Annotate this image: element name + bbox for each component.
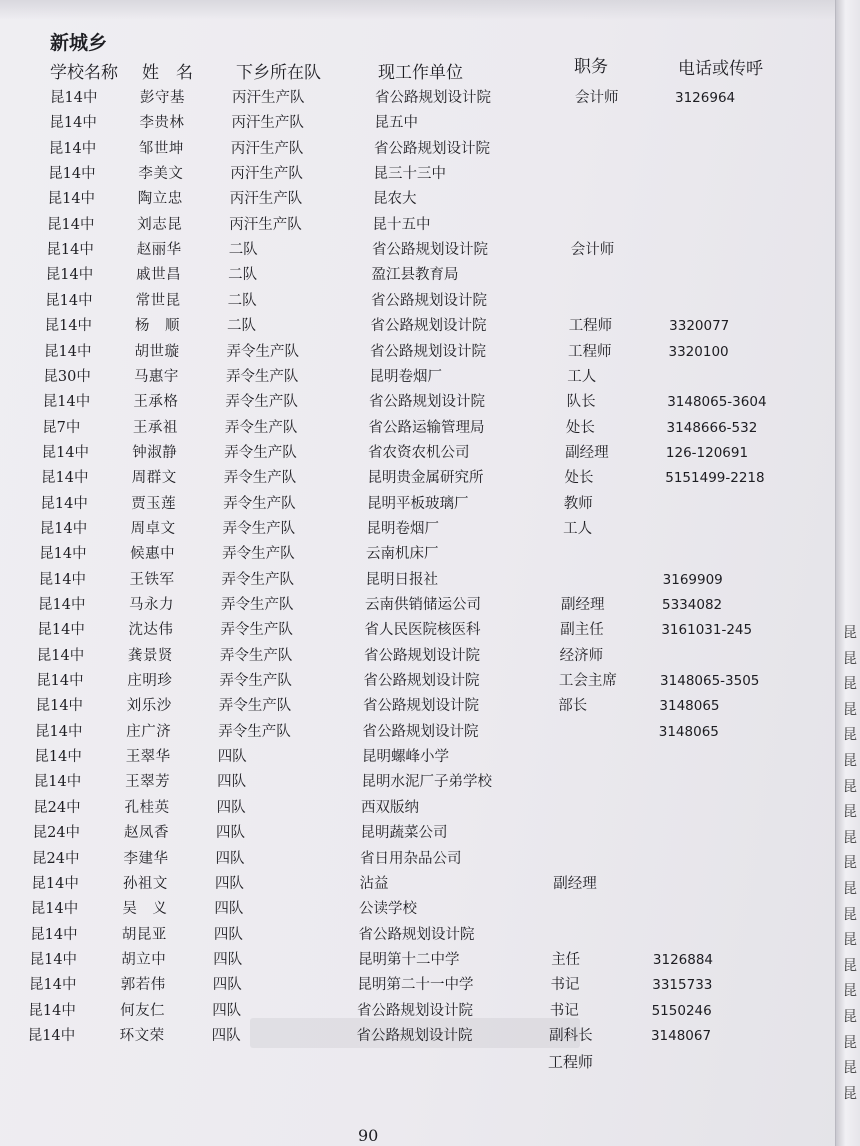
table-row (0, 618, 836, 642)
table-row (0, 770, 836, 794)
team-cell: 四队 (215, 850, 245, 867)
school-cell: 昆14中 (29, 977, 77, 994)
team-cell: 丙汗生产队 (230, 140, 304, 157)
name-cell: 沈达伟 (128, 622, 174, 639)
phone-cell: 3315733 (652, 977, 713, 994)
table-row (0, 973, 836, 997)
unit-cell: 昆明蔬菜公司 (360, 825, 448, 842)
table-row (0, 1024, 836, 1048)
school-cell: 昆24中 (32, 825, 81, 842)
school-cell: 昆14中 (35, 723, 83, 740)
name-cell: 庄明珍 (127, 673, 173, 690)
team-cell: 弄令生产队 (218, 698, 292, 715)
table-row (0, 213, 836, 237)
school-cell: 昆14中 (36, 673, 84, 690)
unit-cell: 省人民医院核医科 (364, 622, 481, 639)
unit-cell: 云南机床厂 (366, 546, 439, 563)
unit-cell: 省公路规划设计院 (370, 343, 486, 360)
unit-cell: 省公路规划设计院 (371, 292, 487, 309)
title-cell: 工会主席 (558, 673, 617, 690)
school-cell: 昆14中 (28, 1002, 76, 1019)
school-cell: 昆14中 (44, 343, 92, 360)
unit-cell: 省农资农机公司 (368, 444, 470, 461)
school-cell: 昆14中 (36, 647, 85, 664)
team-cell: 二队 (228, 242, 258, 259)
team-cell: 四队 (216, 825, 246, 842)
unit-cell: 省公路规划设计院 (363, 673, 480, 690)
edge-glyph: 昆 (843, 855, 857, 872)
team-cell: 丙汗生产队 (229, 191, 303, 208)
team-cell: 四队 (217, 774, 247, 791)
title-cell: 主任 (551, 951, 581, 968)
edge-glyph: 昆 (843, 932, 857, 949)
name-cell: 马惠宇 (133, 368, 179, 385)
school-cell: 昆14中 (45, 267, 94, 284)
table-row (0, 340, 836, 364)
unit-cell: 昆五中 (374, 115, 418, 132)
school-cell: 昆30中 (43, 368, 91, 385)
unit-cell: 省公路运输管理局 (368, 419, 485, 436)
name-cell: 彭守基 (140, 90, 185, 106)
name-cell: 吴 义 (122, 901, 168, 918)
section-title: 新城乡 (50, 32, 108, 54)
title-cell: 副经理 (561, 597, 605, 613)
school-cell: 昆14中 (34, 749, 82, 766)
team-cell: 四队 (214, 875, 244, 892)
school-cell: 昆14中 (29, 951, 78, 968)
team-cell: 弄令生产队 (225, 368, 299, 385)
table-row (0, 86, 836, 110)
team-cell: 丙汗生产队 (231, 115, 304, 132)
unit-cell: 省公路规划设计院 (374, 140, 490, 157)
name-cell: 孙祖文 (122, 875, 168, 892)
header-school: 学校名称 (50, 63, 118, 83)
table-row (0, 390, 836, 414)
table-row (0, 872, 836, 896)
name-cell: 李建华 (123, 850, 169, 867)
unit-cell: 西双版纳 (361, 799, 419, 816)
school-cell: 昆14中 (41, 470, 89, 487)
unit-cell: 云南供销储运公司 (365, 597, 481, 613)
table-row (0, 694, 836, 718)
name-cell: 候惠中 (130, 546, 176, 563)
team-cell: 弄令生产队 (223, 495, 296, 512)
name-cell: 郭若伟 (120, 977, 166, 994)
phone-cell: 3320077 (669, 318, 730, 335)
school-cell: 昆14中 (33, 774, 82, 791)
edge-glyph: 昆 (843, 983, 857, 1000)
phone-cell: 3320100 (668, 343, 729, 360)
name-cell: 邹世坤 (138, 140, 184, 157)
table-row (0, 821, 836, 845)
edge-glyph: 昆 (843, 957, 857, 974)
title-cell: 书记 (549, 1002, 579, 1019)
team-cell: 四队 (213, 926, 243, 943)
header-phone: 电话或传呼 (678, 59, 763, 79)
school-cell: 昆14中 (39, 546, 87, 563)
name-cell: 胡立中 (121, 951, 167, 968)
phone-cell: 3148666-532 (666, 419, 758, 436)
table-row (0, 466, 836, 490)
header-title: 职务 (574, 57, 608, 77)
team-cell: 弄令生产队 (220, 622, 293, 639)
phone-cell: 3148065-3604 (667, 394, 767, 411)
unit-cell: 昆明卷烟厂 (369, 368, 442, 385)
team-cell: 四队 (212, 1002, 242, 1019)
team-cell: 弄令生产队 (222, 520, 296, 537)
school-cell: 昆14中 (50, 90, 98, 106)
team-cell: 四队 (211, 1027, 241, 1044)
table-row (0, 948, 836, 972)
table-row (0, 593, 836, 617)
unit-cell: 省公路规划设计院 (362, 723, 479, 740)
school-cell: 昆14中 (40, 495, 88, 512)
team-cell: 丙汗生产队 (232, 90, 305, 106)
unit-cell: 昆明平板玻璃厂 (367, 495, 469, 512)
header-unit: 现工作单位 (378, 63, 463, 83)
name-cell: 李美文 (138, 166, 184, 183)
title-cell: 书记 (550, 977, 580, 994)
unit-cell: 昆三十三中 (373, 166, 446, 183)
unit-cell: 昆明螺峰小学 (362, 749, 449, 766)
phone-cell: 5150246 (651, 1002, 712, 1019)
name-cell: 陶立忠 (137, 191, 183, 208)
table-row (0, 492, 836, 516)
name-cell: 何友仁 (120, 1002, 166, 1019)
unit-cell: 公读学校 (359, 901, 417, 918)
table-row (0, 897, 836, 921)
unit-cell: 省公路规划设计院 (363, 698, 479, 715)
unit-cell: 昆明贵金属研究所 (367, 470, 484, 487)
school-cell: 昆14中 (39, 520, 88, 537)
unit-cell: 昆十五中 (372, 216, 431, 233)
table-row (0, 999, 836, 1023)
table-row (0, 847, 836, 871)
team-cell: 弄令生产队 (224, 444, 297, 461)
name-cell: 赵凤香 (124, 825, 170, 842)
edge-glyph: 昆 (843, 1085, 857, 1102)
name-cell: 环文荣 (119, 1027, 165, 1044)
name-cell: 戚世昌 (136, 267, 182, 284)
table-row (0, 542, 836, 566)
unit-cell: 省公路规划设计院 (372, 242, 488, 259)
table-row (0, 441, 836, 465)
table-row (0, 365, 836, 389)
school-cell: 昆14中 (35, 698, 84, 715)
name-cell: 王承祖 (132, 419, 178, 436)
table-row (0, 187, 836, 211)
unit-cell: 省公路规划设计院 (356, 1027, 473, 1044)
school-cell: 昆14中 (27, 1027, 76, 1044)
team-cell: 二队 (227, 318, 257, 335)
school-cell: 昆24中 (33, 799, 81, 816)
team-cell: 弄令生产队 (226, 343, 299, 360)
school-cell: 昆14中 (31, 875, 79, 892)
school-cell: 昆14中 (38, 571, 87, 588)
name-cell: 王承格 (133, 394, 179, 411)
name-cell: 赵丽华 (136, 242, 182, 259)
table-row (0, 796, 836, 820)
edge-glyph: 昆 (843, 804, 857, 821)
school-cell: 昆14中 (48, 140, 97, 157)
name-cell: 庄广济 (126, 723, 172, 740)
unit-cell: 昆明第十二中学 (358, 951, 460, 968)
phone-cell: 3126964 (675, 90, 736, 106)
phone-cell: 3148067 (650, 1027, 712, 1044)
phone-cell: 3148065 (659, 698, 720, 715)
unit-cell: 省公路规划设计院 (358, 926, 475, 943)
title-cell: 队长 (566, 394, 596, 411)
team-cell: 弄令生产队 (218, 723, 291, 740)
unit-cell: 省日用杂品公司 (360, 850, 462, 867)
unit-cell: 盈江县教育局 (371, 267, 459, 284)
title-cell: 部长 (558, 698, 588, 715)
school-cell: 昆24中 (32, 850, 80, 867)
team-cell: 弄令生产队 (225, 394, 298, 411)
page-top-shadow (0, 0, 860, 20)
school-cell: 昆14中 (42, 394, 91, 411)
title-cell: 工人 (567, 368, 597, 385)
phone-cell: 3148065-3505 (660, 673, 760, 690)
table-row (0, 669, 836, 693)
team-cell: 四队 (216, 799, 246, 816)
name-cell: 钟淑静 (132, 444, 178, 461)
name-cell: 刘乐沙 (126, 698, 172, 715)
table-row (0, 745, 836, 769)
name-cell: 胡昆亚 (121, 926, 167, 943)
table-row (0, 238, 836, 262)
table-row (0, 137, 836, 161)
edge-glyph: 昆 (843, 650, 857, 667)
title-cell: 副科长 (549, 1027, 593, 1044)
title-cell: 工程师 (568, 343, 612, 360)
school-cell: 昆14中 (44, 318, 93, 335)
phone-cell: 126-120691 (665, 444, 749, 461)
name-cell: 周群文 (131, 470, 177, 487)
team-cell: 四队 (214, 901, 244, 918)
name-cell: 李贵林 (139, 115, 185, 132)
phone-cell: 3161031-245 (661, 622, 753, 639)
name-cell: 胡世璇 (134, 343, 180, 360)
trailing-title-cell: 工程师 (548, 1053, 594, 1071)
team-cell: 弄令生产队 (221, 571, 295, 588)
table-row (0, 263, 836, 287)
name-cell: 王铁军 (129, 571, 175, 588)
edge-glyph: 昆 (843, 881, 857, 897)
team-cell: 弄令生产队 (219, 647, 293, 664)
name-cell: 王翠芳 (125, 774, 171, 791)
school-cell: 昆14中 (47, 191, 96, 208)
header-team: 下乡所在队 (236, 63, 321, 83)
unit-cell: 昆农大 (373, 191, 417, 208)
title-cell: 会计师 (570, 242, 615, 259)
school-cell: 昆14中 (38, 597, 86, 613)
team-cell: 二队 (228, 267, 258, 284)
school-cell: 昆14中 (48, 166, 96, 183)
unit-cell: 省公路规划设计院 (370, 318, 487, 335)
edge-glyph: 昆 (843, 753, 857, 769)
title-cell: 会计师 (575, 90, 619, 106)
unit-cell: 昆明日报社 (365, 571, 438, 588)
name-cell: 王翠华 (125, 749, 171, 766)
table-row (0, 568, 836, 592)
team-cell: 弄令生产队 (224, 419, 298, 436)
unit-cell: 昆明第二十一中学 (357, 977, 474, 994)
edge-glyph: 昆 (843, 1060, 857, 1077)
edge-glyph: 昆 (843, 829, 857, 846)
name-cell: 刘志昆 (137, 216, 183, 233)
team-cell: 弄令生产队 (222, 546, 295, 563)
edge-glyph: 昆 (843, 1034, 857, 1051)
edge-glyph: 昆 (843, 625, 857, 641)
name-cell: 龚景贤 (127, 647, 173, 664)
team-cell: 四队 (213, 951, 243, 968)
header-name: 姓 名 (142, 63, 193, 83)
edge-glyph: 昆 (843, 676, 857, 693)
team-cell: 弄令生产队 (223, 470, 297, 487)
team-cell: 丙汗生产队 (229, 216, 302, 233)
table-row (0, 517, 836, 541)
table-row (0, 720, 836, 744)
title-cell: 处长 (565, 419, 595, 436)
page-number: 90 (358, 1126, 379, 1145)
next-page-edge (835, 0, 860, 1146)
table-row (0, 416, 836, 440)
table-row (0, 923, 836, 947)
title-cell: 副经理 (553, 875, 597, 892)
title-cell: 工程师 (568, 318, 613, 335)
table-row (0, 289, 836, 313)
unit-cell: 省公路规划设计院 (364, 647, 480, 664)
school-cell: 昆14中 (47, 216, 95, 233)
unit-cell: 省公路规划设计院 (369, 394, 485, 411)
name-cell: 孔桂英 (124, 799, 170, 816)
school-cell: 昆14中 (46, 242, 94, 259)
unit-cell: 省公路规划设计院 (357, 1002, 473, 1019)
title-cell: 教师 (563, 495, 593, 512)
edge-glyph: 昆 (843, 1009, 857, 1025)
table-row (0, 644, 836, 668)
unit-cell: 昆明卷烟厂 (366, 520, 439, 537)
team-cell: 弄令生产队 (219, 673, 292, 690)
phone-cell: 5334082 (662, 597, 723, 613)
edge-glyph: 昆 (843, 701, 857, 718)
phone-cell: 3126884 (652, 951, 714, 968)
school-cell: 昆14中 (30, 926, 78, 943)
table-row (0, 111, 836, 135)
edge-glyph: 昆 (843, 727, 857, 744)
title-cell: 副主任 (560, 622, 604, 639)
name-cell: 马永力 (129, 597, 174, 613)
title-cell: 处长 (564, 470, 594, 487)
school-cell: 昆14中 (41, 444, 90, 461)
team-cell: 二队 (227, 292, 257, 309)
title-cell: 工人 (563, 520, 593, 537)
edge-glyph: 昆 (843, 906, 857, 923)
table-row (0, 162, 836, 186)
team-cell: 丙汗生产队 (230, 166, 303, 183)
title-cell: 副经理 (565, 444, 609, 461)
name-cell: 杨 顺 (135, 318, 181, 335)
team-cell: 四队 (212, 977, 242, 994)
school-cell: 昆14中 (30, 901, 79, 918)
name-cell: 周卓文 (130, 520, 176, 537)
edge-glyph: 昆 (843, 778, 857, 795)
name-cell: 常世昆 (135, 292, 181, 309)
school-cell: 昆7中 (42, 419, 81, 436)
phone-cell: 3169909 (662, 571, 723, 588)
unit-cell: 昆明水泥厂子弟学校 (361, 774, 492, 791)
team-cell: 弄令生产队 (221, 597, 294, 613)
school-cell: 昆14中 (37, 622, 85, 639)
title-cell: 经济师 (559, 647, 604, 664)
school-cell: 昆14中 (49, 115, 97, 132)
name-cell: 贾玉莲 (131, 495, 177, 512)
team-cell: 四队 (217, 749, 247, 766)
phone-cell: 5151499-2218 (665, 470, 765, 487)
unit-cell: 沾益 (359, 875, 389, 892)
table-row (0, 314, 836, 338)
unit-cell: 省公路规划设计院 (375, 90, 491, 106)
school-cell: 昆14中 (45, 292, 93, 309)
phone-cell: 3148065 (658, 723, 719, 740)
